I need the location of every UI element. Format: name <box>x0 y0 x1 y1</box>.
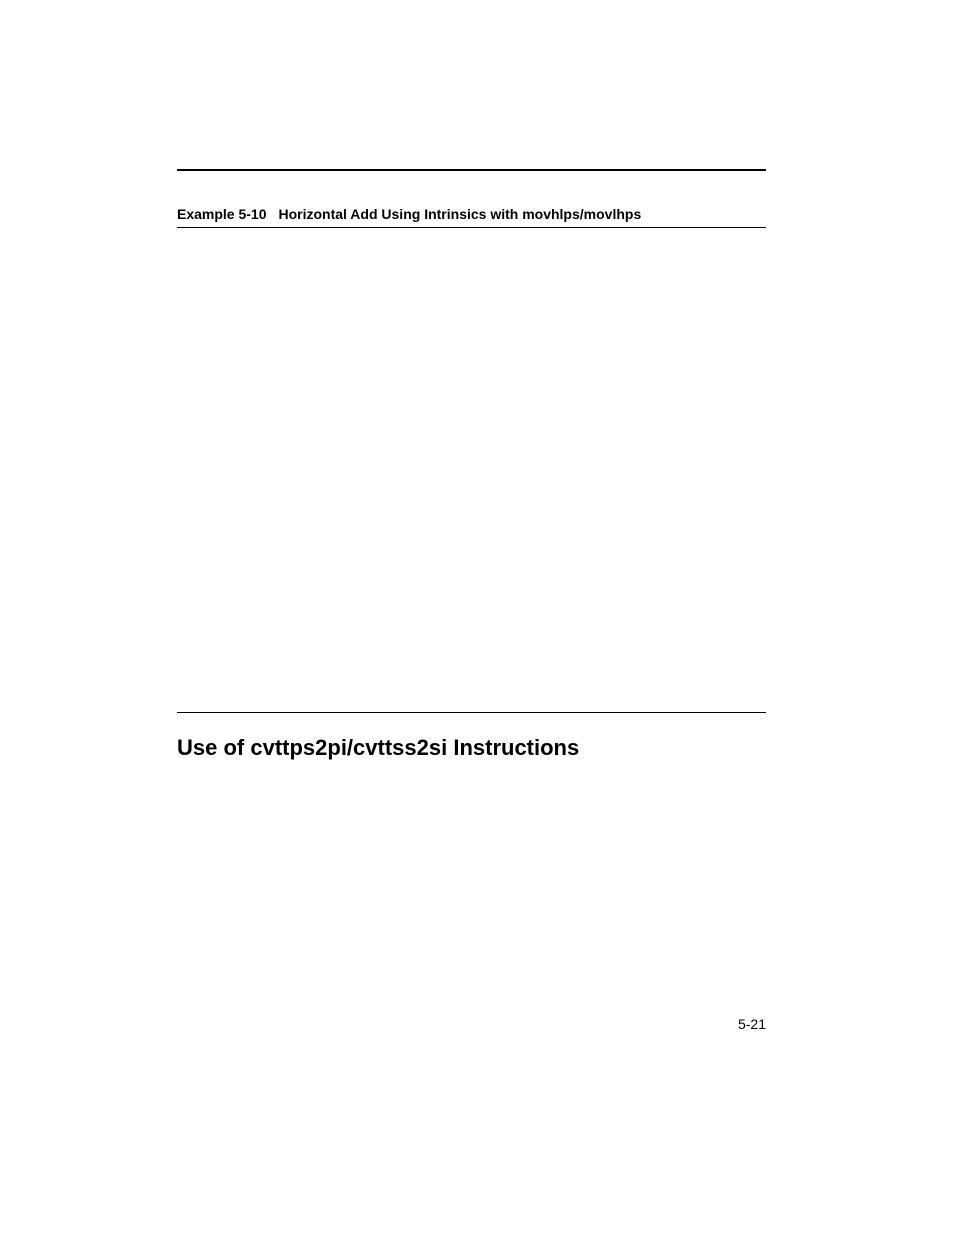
example-title: Horizontal Add Using Intrinsics with movhlps/movlhps <box>278 206 642 222</box>
caption-underline-rule <box>177 227 766 228</box>
section-rule <box>177 712 766 713</box>
example-number: Example 5-10 <box>177 206 267 222</box>
page-number: 5-21 <box>737 1016 766 1032</box>
example-caption <box>177 205 641 223</box>
top-rule <box>177 169 766 171</box>
section-heading: Use of cvttps2pi/cvttss2si Instructions <box>177 735 580 760</box>
